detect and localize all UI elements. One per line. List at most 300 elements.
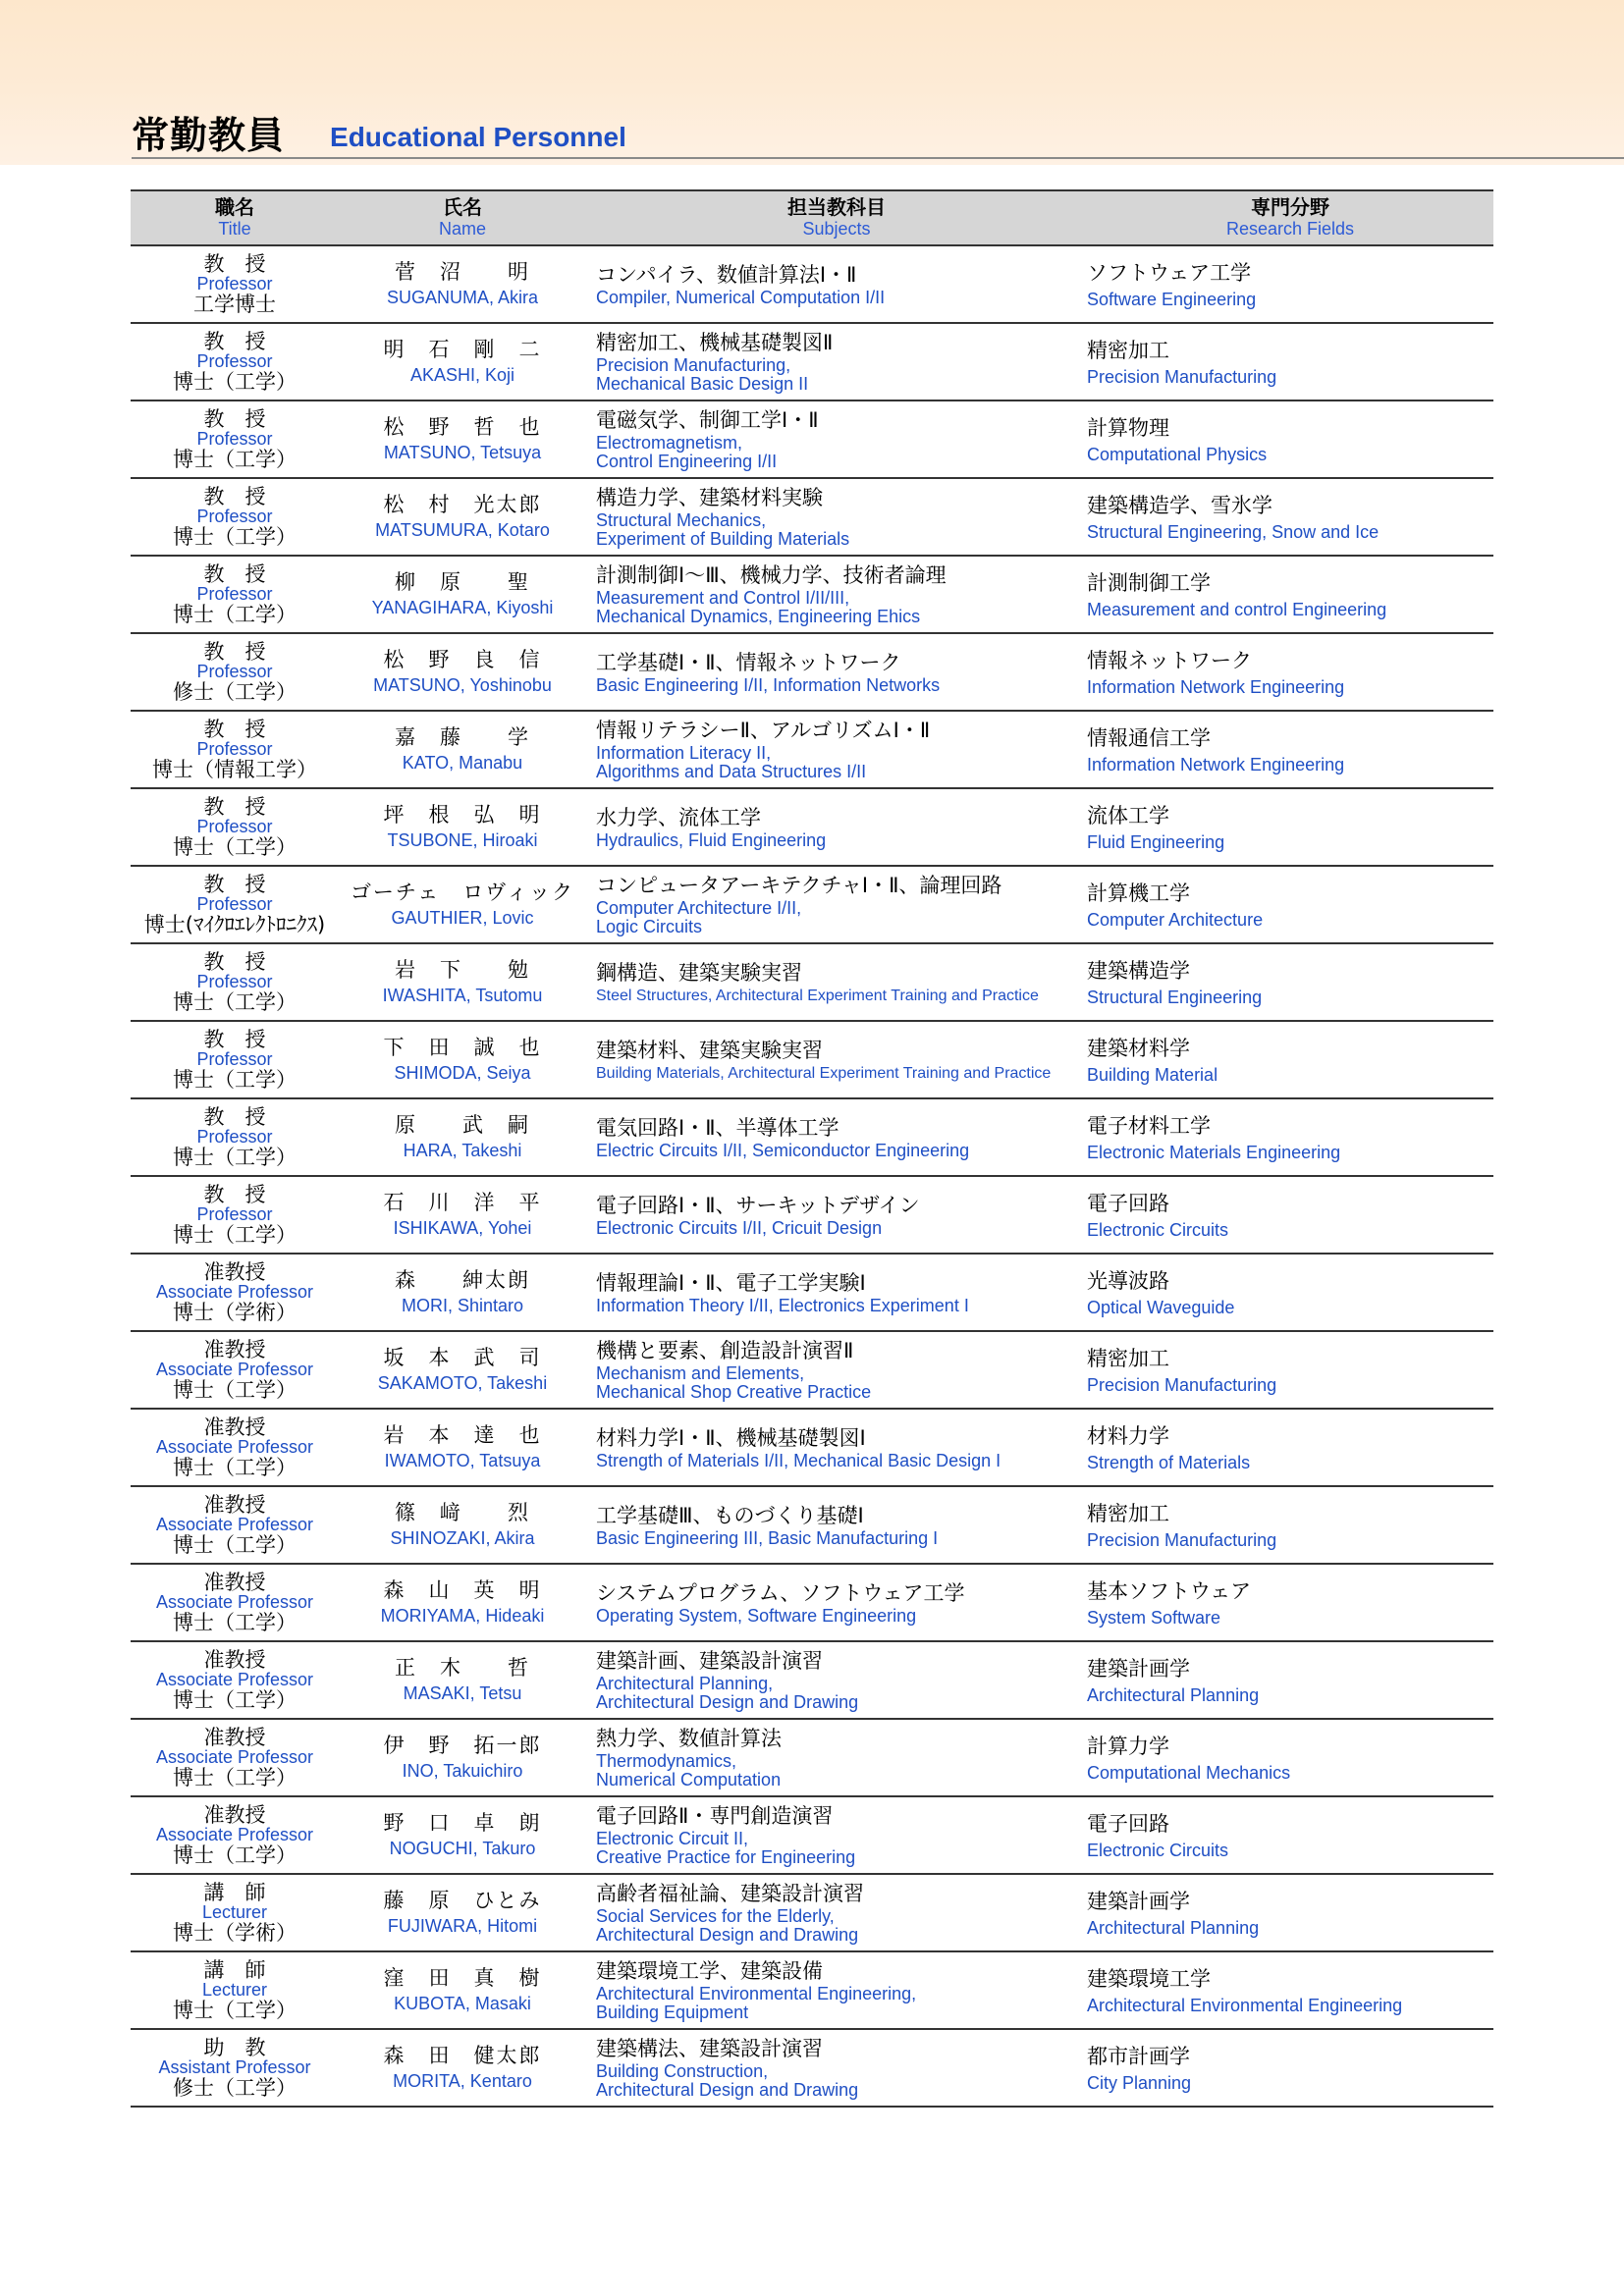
subjects-ja: 工学基礎Ⅰ・Ⅱ、情報ネットワーク [596,650,901,674]
subjects-ja: 電子回路Ⅱ・専門創造演習 [596,1804,834,1828]
name-cell [339,478,586,556]
degree: 博士（工学） [173,1688,297,1712]
subjects-cell [586,866,1087,943]
degree: 博士（工学） [173,1068,297,1092]
research-field-cell [1087,1254,1493,1331]
table-row [131,1331,1493,1409]
table-row [131,478,1493,556]
subjects-cell [586,323,1087,400]
name-ja: 正 木 哲 [395,1655,530,1680]
table-row [131,1719,1493,1796]
table-row [131,245,1493,323]
name-en: MORI, Shintaro [401,1295,524,1315]
name-cell [339,1951,586,2029]
position-en: Professor [196,429,273,449]
position-ja: 教 授 [203,407,266,431]
position-en: Professor [196,817,273,836]
degree: 博士（工学） [173,1378,297,1402]
column-header-ja: 専門分野 [1251,195,1329,219]
research-field-en: Structural Engineering, Snow and Ice [1087,521,1380,542]
title-cell [131,323,339,400]
name-ja: 坪 根 弘 明 [383,802,542,827]
research-field-en: Precision Manufacturing [1087,1374,1277,1395]
name-cell [339,1098,586,1176]
degree: 博士（情報工学） [152,758,317,781]
subjects-ja: 鋼構造、建築実験実習 [596,960,802,985]
column-header-ja: 氏名 [443,195,482,219]
name-cell [339,1564,586,1641]
name-en: MORIYAMA, Hideaki [380,1605,545,1626]
table-row [131,1409,1493,1486]
research-field-cell [1087,1564,1493,1641]
table-row [131,556,1493,633]
position-en: Professor [196,662,273,681]
research-field-cell [1087,1796,1493,1874]
column-header-subjects [586,190,1087,245]
subjects-cell [586,478,1087,556]
research-field-ja: 電子回路 [1087,1191,1169,1215]
subjects-en: Mechanism and Elements, Mechanical Shop Creative Practice [596,1363,872,1402]
research-field-ja: 建築環境工学 [1087,1966,1211,1991]
title-cell [131,1951,339,2029]
subjects-cell [586,1641,1087,1719]
title-cell [131,866,339,943]
research-field-en: City Planning [1087,2072,1192,2093]
header-divider [132,157,1624,159]
table-row [131,1874,1493,1951]
subjects-cell [586,245,1087,323]
research-field-en: Architectural Planning [1087,1684,1260,1705]
name-ja: 石 川 洋 平 [383,1190,542,1214]
research-field-ja: 精密加工 [1087,338,1169,362]
research-field-cell [1087,943,1493,1021]
subjects-ja: 計測制御Ⅰ～Ⅲ、機械力学、技術者論理 [596,563,947,587]
degree: 博士（工学） [173,835,297,859]
name-en: IWASHITA, Tsutomu [382,985,543,1005]
degree: 博士（学術） [173,1301,297,1324]
research-field-en: Building Material [1087,1064,1218,1085]
research-field-ja: 精密加工 [1087,1346,1169,1370]
name-ja: 藤 原 ひとみ [383,1888,542,1912]
subjects-ja: システムプログラム、ソフトウェア工学 [596,1580,965,1605]
table-row [131,943,1493,1021]
position-ja: 准教授 [203,1726,266,1749]
name-en: MORITA, Kentaro [393,2070,532,2091]
research-field-ja: 計測制御工学 [1087,570,1211,595]
degree: 工学博士 [193,293,276,316]
subjects-en: Precision Manufacturing, Mechanical Basic Design II [596,355,809,394]
research-field-cell [1087,1719,1493,1796]
name-cell [339,1641,586,1719]
table-row [131,2029,1493,2107]
research-field-ja: 精密加工 [1087,1501,1169,1525]
research-field-en: Architectural Planning [1087,1917,1260,1938]
research-field-ja: 建築構造学、雪氷学 [1087,493,1272,517]
degree: 博士（工学） [173,603,297,626]
subjects-en: Architectural Planning, Architectural Design and Drawing [596,1674,859,1712]
table-row [131,1098,1493,1176]
title-cell [131,1874,339,1951]
name-ja: 嘉 藤 学 [395,724,530,749]
name-en: ISHIKAWA, Yohei [393,1217,532,1238]
name-en: MATSUNO, Yoshinobu [373,674,552,695]
subjects-en: Electric Circuits I/II, Semiconductor Engineering [596,1140,970,1160]
name-ja: ゴーチェ ロヴィック [350,880,575,904]
subjects-en: Electromagnetism, Control Engineering I/II [596,433,778,471]
name-en: TSUBONE, Hiroaki [387,829,538,850]
research-field-ja: 計算力学 [1087,1734,1169,1758]
subjects-ja: 電子回路Ⅰ・Ⅱ、サーキットデザイン [596,1193,920,1217]
page-header [132,104,1624,159]
research-field-cell [1087,1021,1493,1098]
name-en: KATO, Manabu [402,752,523,773]
subjects-ja: 精密加工、機械基礎製図Ⅱ [596,331,834,354]
position-en: Associate Professor [155,1825,314,1844]
research-field-ja: 電子材料工学 [1087,1113,1211,1138]
position-ja: 教 授 [203,795,266,819]
position-ja: 教 授 [203,1183,266,1206]
subjects-ja: 情報理論Ⅰ・Ⅱ、電子工学実験Ⅰ [596,1270,866,1295]
subjects-ja: 建築計画、建築設計演習 [596,1649,823,1673]
name-ja: 松 野 哲 也 [383,414,542,439]
name-cell [339,1874,586,1951]
subjects-ja: 機構と要素、創造設計演習Ⅱ [596,1339,854,1362]
name-cell [339,943,586,1021]
subjects-ja: 構造力学、建築材料実験 [596,486,823,509]
title-cell [131,633,339,711]
research-field-en: System Software [1087,1607,1221,1628]
column-header-ja: 職名 [215,195,254,219]
subjects-ja: 電磁気学、制御工学Ⅰ・Ⅱ [596,408,819,432]
research-field-cell [1087,1641,1493,1719]
name-ja: 篠 﨑 烈 [395,1500,530,1524]
position-ja: 准教授 [203,1803,266,1827]
degree: 博士（工学） [173,525,297,549]
position-en: Lecturer [201,1902,268,1922]
research-field-cell [1087,1176,1493,1254]
name-cell [339,1021,586,1098]
research-field-ja: 情報通信工学 [1087,725,1211,750]
research-field-en: Computational Mechanics [1087,1762,1291,1783]
research-field-ja: 光導波路 [1087,1268,1169,1293]
name-en: KUBOTA, Masaki [394,1993,531,2013]
subjects-cell [586,1331,1087,1409]
name-ja: 菅 沼 明 [395,259,530,284]
subjects-ja: 建築環境工学、建築設備 [596,1959,823,1983]
position-en: Professor [196,972,273,991]
subjects-en: Computer Architecture I/II, Logic Circuits [596,898,802,936]
research-field-cell [1087,245,1493,323]
position-en: Associate Professor [155,1360,314,1379]
degree: 博士（工学） [173,448,297,471]
position-en: Professor [196,894,273,914]
column-header-en: Subjects [802,219,871,239]
research-field-cell [1087,633,1493,711]
name-en: MATSUMURA, Kotaro [375,519,550,540]
position-ja: 准教授 [203,1648,266,1672]
research-field-cell [1087,1874,1493,1951]
research-field-ja: 電子回路 [1087,1811,1169,1836]
name-en: GAUTHIER, Lovic [391,907,534,928]
name-cell [339,1331,586,1409]
personnel-table [131,189,1493,2108]
subjects-en: Structural Mechanics, Experiment of Building Materials [596,510,850,549]
research-field-en: Strength of Materials [1087,1452,1251,1472]
name-ja: 森 田 健太郎 [383,2043,542,2067]
title-cell [131,400,339,478]
column-header-ja: 担当教科目 [787,195,886,219]
research-field-en: Precision Manufacturing [1087,366,1277,387]
position-en: Associate Professor [155,1282,314,1302]
column-header-en: Title [218,219,251,239]
degree: 博士（工学） [173,1456,297,1479]
position-ja: 教 授 [203,330,266,353]
subjects-en: Steel Structures, Architectural Experiment Training and Practice [596,987,1039,1004]
research-field-ja: ソフトウェア工学 [1087,260,1252,285]
table-row [131,866,1493,943]
research-field-en: Computer Architecture [1087,909,1264,930]
position-en: Associate Professor [155,1670,314,1689]
position-en: Associate Professor [155,1437,314,1457]
name-ja: 森 紳太朗 [395,1267,530,1292]
subjects-ja: 工学基礎Ⅲ、ものづくり基礎Ⅰ [596,1503,864,1527]
research-field-cell [1087,400,1493,478]
table-row [131,1951,1493,2029]
name-ja: 岩 下 勉 [395,957,530,982]
position-ja: 教 授 [203,1105,266,1129]
name-cell [339,1176,586,1254]
degree: 修士（工学） [173,2076,297,2100]
name-en: MASAKI, Tetsu [403,1682,522,1703]
research-field-ja: 建築計画学 [1087,1656,1190,1681]
research-field-en: Information Network Engineering [1087,754,1345,774]
subjects-ja: 情報リテラシーⅡ、アルゴリズムⅠ・Ⅱ [596,719,931,742]
research-field-ja: 都市計画学 [1087,2044,1190,2068]
position-ja: 教 授 [203,640,266,664]
subjects-en: Compiler, Numerical Computation I/II [596,287,886,307]
subjects-ja: 高齢者福祉論、建築設計演習 [596,1882,864,1905]
title-cell [131,1409,339,1486]
position-ja: 准教授 [203,1571,266,1594]
position-en: Assistant Professor [158,2057,311,2077]
position-ja: 教 授 [203,1028,266,1051]
name-cell [339,1486,586,1564]
degree: 博士（工学） [173,1146,297,1169]
research-field-cell [1087,1409,1493,1486]
degree: 博士（学術） [173,1921,297,1945]
position-ja: 講 師 [203,1958,266,1982]
name-en: MATSUNO, Tetsuya [383,442,542,462]
table-row [131,1641,1493,1719]
research-field-cell [1087,556,1493,633]
name-ja: 明 石 剛 二 [383,337,542,361]
name-en: AKASHI, Koji [409,364,515,385]
name-ja: 柳 原 聖 [395,569,530,594]
research-field-ja: 計算物理 [1087,415,1169,440]
subjects-cell [586,1098,1087,1176]
column-header-name [339,190,586,245]
name-cell [339,866,586,943]
title-cell [131,478,339,556]
research-field-ja: 計算機工学 [1087,881,1190,905]
research-field-en: Electronic Materials Engineering [1087,1142,1341,1162]
name-ja: 森 山 英 明 [383,1577,542,1602]
subjects-en: Measurement and Control I/II/III, Mechanical Dynamics, Engineering Ehics [596,588,921,626]
degree: 博士(ﾏｲｸﾛｴﾚｸﾄﾛﾆｸｽ) [143,913,326,936]
subjects-en: Strength of Materials I/II, Mechanical Basic Design I [596,1450,1001,1470]
subjects-cell [586,400,1087,478]
research-field-en: Electronic Circuits [1087,1219,1229,1240]
subjects-ja: 水力学、流体工学 [596,805,761,829]
subjects-en: Basic Engineering I/II, Information Networks [596,674,941,695]
table-row [131,1176,1493,1254]
subjects-cell [586,1874,1087,1951]
table-row [131,1486,1493,1564]
position-en: Professor [196,739,273,759]
position-ja: 教 授 [203,950,266,974]
subjects-cell [586,1254,1087,1331]
subjects-cell [586,633,1087,711]
name-cell [339,633,586,711]
name-en: IWAMOTO, Tatsuya [384,1450,541,1470]
position-ja: 准教授 [203,1415,266,1439]
table-row [131,788,1493,866]
position-en: Associate Professor [155,1515,314,1534]
table-row [131,1564,1493,1641]
research-field-ja: 建築計画学 [1087,1889,1190,1913]
research-field-en: Information Network Engineering [1087,676,1345,697]
position-en: Professor [196,1049,273,1069]
position-en: Lecturer [201,1980,268,2000]
title-cell [131,943,339,1021]
page-title: 常勤教員 [132,114,286,157]
research-field-en: Precision Manufacturing [1087,1529,1277,1550]
subjects-en: Information Theory I/II, Electronics Experiment I [596,1295,969,1315]
subjects-en: Basic Engineering III, Basic Manufacturing I [596,1527,939,1548]
position-ja: 教 授 [203,252,266,276]
subjects-cell [586,1951,1087,2029]
title-cell [131,1176,339,1254]
position-ja: 教 授 [203,718,266,741]
research-field-cell [1087,1951,1493,2029]
degree: 博士（工学） [173,1223,297,1247]
subjects-en: Electronic Circuit II, Creative Practice for Engineering [596,1829,856,1867]
subjects-en: Information Literacy II, Algorithms and Data Structures I/II [596,743,867,781]
title-cell [131,245,339,323]
subjects-en: Electronic Circuits I/II, Cricuit Design [596,1217,883,1238]
name-ja: 坂 本 武 司 [383,1345,542,1369]
subjects-en: Operating System, Software Engineering [596,1605,917,1626]
name-en: SUGANUMA, Akira [386,287,539,307]
subjects-ja: 電気回路Ⅰ・Ⅱ、半導体工学 [596,1115,839,1140]
degree: 博士（工学） [173,1611,297,1634]
title-cell [131,711,339,788]
research-field-cell [1087,1486,1493,1564]
table-row [131,1796,1493,1874]
table-row [131,1254,1493,1331]
position-en: Professor [196,584,273,604]
name-en: SHIMODA, Seiya [394,1062,531,1083]
table-row [131,1021,1493,1098]
subjects-en: Building Materials, Architectural Experiment Training and Practice [596,1064,1052,1082]
name-ja: 下 田 誠 也 [383,1035,542,1059]
position-ja: 講 師 [203,1881,266,1904]
name-cell [339,400,586,478]
title-cell [131,1796,339,1874]
name-ja: 窪 田 真 樹 [383,1965,542,1990]
degree: 博士（工学） [173,370,297,394]
column-header-en: Name [438,219,486,239]
table-row [131,323,1493,400]
subjects-en: Hydraulics, Fluid Engineering [596,829,827,850]
subjects-ja: 材料力学Ⅰ・Ⅱ、機械基礎製図Ⅰ [596,1425,866,1450]
title-cell [131,1331,339,1409]
degree: 博士（工学） [173,990,297,1014]
position-en: Professor [196,1127,273,1147]
research-field-cell [1087,711,1493,788]
research-field-cell [1087,866,1493,943]
name-cell [339,245,586,323]
subjects-cell [586,556,1087,633]
research-field-cell [1087,788,1493,866]
table-row [131,711,1493,788]
subjects-cell [586,1796,1087,1874]
position-ja: 准教授 [203,1338,266,1362]
position-en: Professor [196,274,273,294]
subjects-ja: 建築構法、建築設計演習 [596,2037,823,2060]
research-field-ja: 情報ネットワーク [1087,648,1252,672]
name-cell [339,2029,586,2107]
subjects-cell [586,1564,1087,1641]
subjects-ja: コンピュータアーキテクチャⅠ・Ⅱ、論理回路 [596,874,1002,897]
table-row [131,400,1493,478]
research-field-ja: 基本ソフトウェア [1087,1578,1252,1603]
subjects-ja: 熱力学、数値計算法 [596,1727,782,1750]
name-cell [339,711,586,788]
name-ja: 原 武 嗣 [395,1112,530,1137]
title-cell [131,556,339,633]
research-field-cell [1087,323,1493,400]
name-en: HARA, Takeshi [403,1140,522,1160]
name-en: FUJIWARA, Hitomi [387,1915,538,1936]
title-cell [131,1021,339,1098]
research-field-cell [1087,1098,1493,1176]
research-field-ja: 流体工学 [1087,803,1169,828]
position-ja: 准教授 [203,1260,266,1284]
position-ja: 助 教 [203,2036,266,2059]
subjects-cell [586,1176,1087,1254]
title-cell [131,1641,339,1719]
degree: 博士（工学） [173,1999,297,2022]
subjects-cell [586,1021,1087,1098]
name-en: NOGUCHI, Takuro [389,1838,536,1858]
research-field-ja: 建築構造学 [1087,958,1190,983]
research-field-cell [1087,1331,1493,1409]
research-field-en: Software Engineering [1087,289,1257,309]
research-field-en: Computational Physics [1087,444,1268,464]
position-en: Professor [196,1204,273,1224]
name-cell [339,323,586,400]
name-ja: 岩 本 達 也 [383,1422,542,1447]
position-ja: 教 授 [203,485,266,508]
title-cell [131,1719,339,1796]
column-header-en: Research Fields [1225,219,1355,239]
name-cell [339,1409,586,1486]
name-cell [339,788,586,866]
research-field-en: Architectural Environmental Engineering [1087,1995,1403,2015]
subjects-cell [586,788,1087,866]
research-field-en: Structural Engineering [1087,987,1263,1007]
